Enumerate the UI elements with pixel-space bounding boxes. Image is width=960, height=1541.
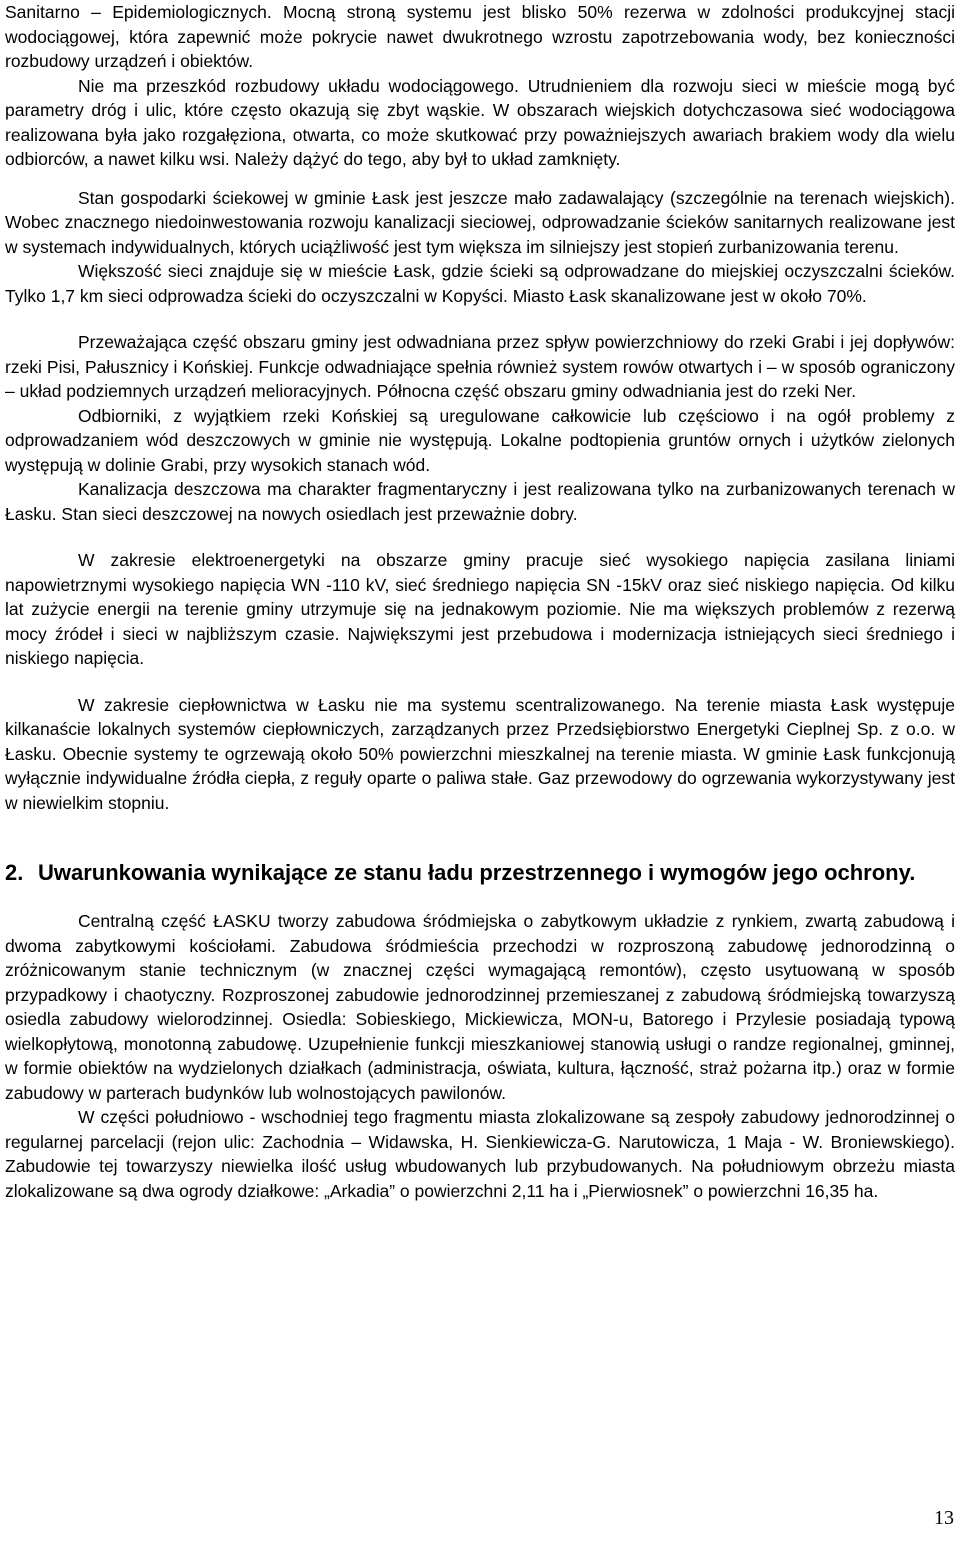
paragraph-drainage-rivers: Przeważająca część obszaru gminy jest odwadniana przez spływ powierzchniowy do rzeki Grabi i jej dopływów: rzeki Pisi, Pałusznicy i Końskiej. Funkcje odwadniające spełnia również system rowów otwartych i – w sposób ograniczony – układ podziemnych urządzeń melioracyjnych. Północna część obszaru gminy odwadniania jest do rzeki Ner. <box>5 332 955 401</box>
paragraph-southeast-development: W części południowo - wschodniej tego fragmentu miasta zlokalizowane są zespoły zabudowy jednorodzinnej o regularnej parcelacji (rejon ulic: Zachodnia – Widawska, H. Sienkiewicza-G. Narutowicza, 1 Maja - W. Broniewskiego). Zabudowie tej towarzyszy niewielka ilość usług wbudowanych lub przybudowanych. Na południowym obrzeżu miasta zlokalizowane są dwa ogrody działkowe: „Arkadia” o powierzchni 2,11 ha i „Pierwiosnek” o powierzchni 16,35 ha. <box>5 1107 955 1201</box>
paragraph-sewage-network-lask: Większość sieci znajduje się w mieście Łask, gdzie ścieki są odprowadzane do miejskiej oczyszczalni ścieków. Tylko 1,7 km sieci odprowadza ścieki do oczyszczalni w Kopyści. Miasto Łask skanalizowane jest w około 70%. <box>5 261 955 306</box>
paragraph-sewage-management: Stan gospodarki ściekowej w gminie Łask jest jeszcze mało zadawalający (szczególnie na terenach wiejskich). Wobec znacznego niedoinwestowania rozwoju kanalizacji sieciowej, odprowadzanie ścieków sanitarnych realizowane jest w systemach indywidualnych, których uciążliwość jest tym większa im silniejszy jest stopień zurbanizowania terenu. <box>5 187 955 257</box>
paragraph-water-supply-capacity: Sanitarno – Epidemiologicznych. Mocną stroną systemu jest blisko 50% rezerwa w zdolności produkcyjnej stacji wodociągowej, która zapewnić może pokrycie nawet dwukrotnego wzrostu zapotrzebowania wody, bez konieczności rozbudowy urządzeń i obiektów. <box>5 2 955 71</box>
paragraph-heating: W zakresie ciepłownictwa w Łasku nie ma systemu scentralizowanego. Na terenie miasta Łask występuje kilkanaście lokalnych systemów ciepłowniczych, zarządzanych przez Przedsiębiorstwo Energetyki Cieplnej Sp. z o.o. w Łasku. Obecnie systemy te ogrzewają około 50% powierzchni mieszkalnej na terenie miasta. W gminie Łask funkcjonują wyłącznie indywidualne źródła ciepła, z reguły oparte o paliwa stałe. Gaz przewodowy do ogrzewania wykorzystywany jest w niewielkim stopniu. <box>5 694 955 813</box>
document-body <box>5 0 955 1203</box>
paragraph-storm-sewer: Kanalizacja deszczowa ma charakter fragmentaryczny i jest realizowana tylko na zurbanizowanych terenach w Łasku. Stan sieci deszczowej na nowych osiedlach jest przeważnie dobry. <box>5 479 955 524</box>
paragraph-water-network-expansion: Nie ma przeszkód rozbudowy układu wodociągowego. Utrudnieniem dla rozwoju sieci w mieście mogą być parametry dróg i ulic, które często okazują się zbyt wąskie. W obszarach wiejskich dotychczasowa sieć wodociągowa realizowana była jako rozgałęziona, otwarta, co może skutkować przy poważniejszych awariach brakiem wody dla wielu odbiorców, a nawet kilku wsi. Należy dążyć do tego, aby był to układ zamknięty. <box>5 75 955 169</box>
paragraph-city-center-development: Centralną część ŁASKU tworzy zabudowa śródmiejska o zabytkowym układzie z rynkiem, zwartą zabudową i dwoma zabytkowymi kościołami. Zabudowa śródmieścia przechodzi w rozproszoną zabudowę jednorodzinną o zróżnicowanym stanie technicznym (w znacznej części wymagającą remontów), często usytuowaną w sposób przypadkowy i chaotyczny. Rozproszonej zabudowie jednorodzinnej przemieszanej z zabudową śródmiejską towarzyszą osiedla zabudowy wielorodzinnej. Osiedla: Sobieskiego, Mickiewicza, MON-u, Batorego i Przylesie posiadają typową wielkopłytową, monotonną zabudowę. Uzupełnienie funkcji mieszkaniowej stanowią usługi o randze regionalnej, gminnej, w formie obiektów na wydzielonych działkach (administracja, oświata, kultura, łączność, straż pożarna itp.) oraz w formie zabudowy w parterach budynków lub wolnostojących pawilonów. <box>5 911 955 1103</box>
section-title: Uwarunkowania wynikające ze stanu ładu przestrzennego i wymogów jego ochrony. <box>38 860 916 885</box>
section-number: 2. <box>5 860 24 885</box>
page-number: 13 <box>934 1507 954 1529</box>
paragraph-electric-power: W zakresie elektroenergetyki na obszarze gminy pracuje sieć wysokiego napięcia zasilana liniami napowietrznymi wysokiego napięcia WN -110 kV, sieć średniego napięcia SN -15kV oraz sieć niskiego napięcia. Od kilku lat zużycie energii na terenie gminy utrzymuje się na jednakowym poziomie. Nie ma większych problemów z rezerwą mocy źródeł i sieci w najbliższym czasie. Największymi jest przebudowa i modernizacja istniejących sieci średniego i niskiego napięcia. <box>5 550 955 668</box>
paragraph-receivers-flooding: Odbiorniki, z wyjątkiem rzeki Końskiej są uregulowane całkowicie lub częściowo i na ogół problemy z odprowadzaniem wód deszczowych w gminie nie występują. Lokalne podtopienia gruntów ornych i użytków zielonych występują w dolinie Grabi, przy wysokich stanach wód. <box>5 405 955 475</box>
section-heading <box>5 859 955 887</box>
